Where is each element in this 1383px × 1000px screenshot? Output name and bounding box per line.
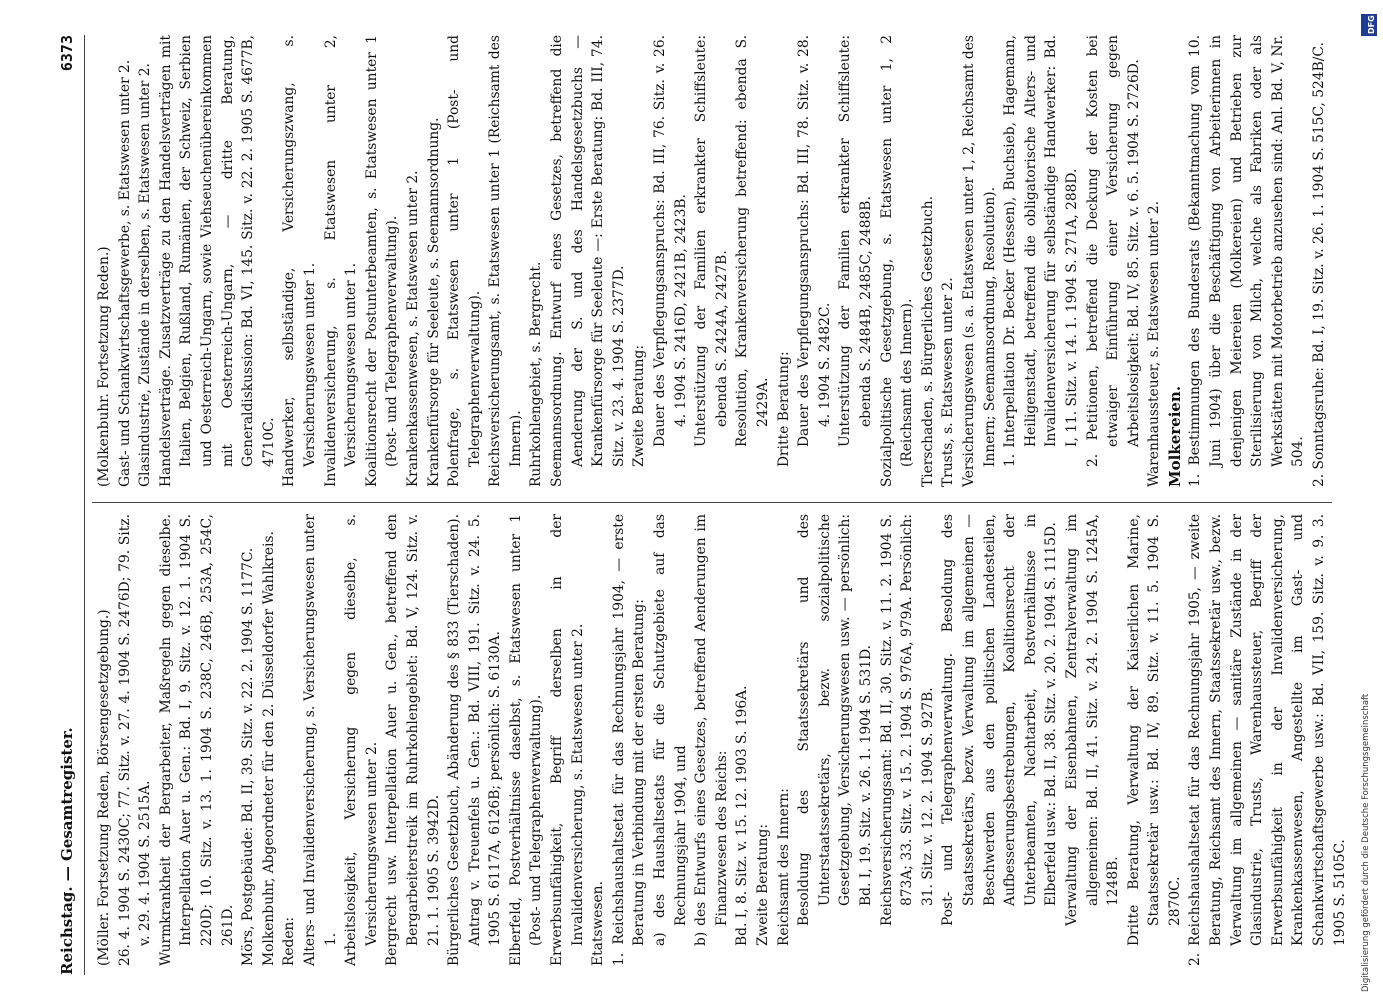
credit-text: Digitalisierung gefördert durch die Deutsche Forschungsgemeinschaft (1361, 693, 1371, 992)
column-divider (92, 502, 1332, 503)
register-entry: Krankenkassenwesen, s. Etatswesen unter 2. (404, 170, 421, 487)
register-entry: Polenfrage, s. Etatswesen unter 1 (Post- und Telegraphenverwaltung). (446, 35, 483, 487)
register-entry: Erwerbsunfähigkeit, Begriff derselben in der Invalidenversicherung, s. Etatswesen unter 2. (549, 514, 586, 966)
register-entry: 1. Interpellation Dr. Becker (Hessen), Buchsieb, Hagemann, Heiligenstadt, betreffend die obligatorische Alters- und Invalidenversicherung für selbständige Handwerker: Bd. I, 11. Sitz. v. 14. 1. 1904 S. 271A, 288D. (1002, 35, 1080, 467)
register-entry: Invalidenversicherung, s. Etatswesen unter 2, Versicherungswesen unter 1. (322, 35, 360, 487)
register-entry: Etatswesen. (590, 881, 607, 966)
register-entry: Zweite Beratung: (631, 345, 648, 467)
register-entry: Molkenbuhr, Abgeordneter für den 2. Düsseldorfer Wahlkreis. (260, 531, 277, 966)
register-entry: Dritte Beratung: (775, 351, 792, 467)
register-entry: Elberfeld, Postverhältnisse daselbst, s. Etatswesen unter 1 (Post- und Telegraphenverwaltung). (507, 514, 545, 966)
register-entry: Warenhaussteuer, s. Etatswesen unter 2. (1146, 200, 1163, 487)
register-entry: 2. Sonntagsruhe: Bd. I, 19. Sitz. v. 26. 1. 1904 S. 515C, 524B/C. (1311, 42, 1328, 487)
register-entry: Unterstützung der Familien erkrankter Schiffsleute: ebenda S. 2424A, 2427B. (693, 35, 730, 447)
register-entry: Bergrecht usw. Interpellation Auer u. Gen., betreffend den Bergarbeiterstreik im Ruhrkohlengebiet: Bd. V, 124. Sitz. v. 21. 1. 1905 S. 3942D. (384, 514, 442, 966)
register-entry: Arbeitslosigkeit, Versicherung gegen dieselbe, s. Versicherungswesen unter 2. (343, 514, 380, 966)
register-entry: Wurmkrankheit der Bergarbeiter, Maßregeln gegen dieselbe. Interpellation Auer u. Gen.: Bd. I, 9. Sitz. v. 12. 1. 1904 S. 220D; 10. Sitz. v. 13. 1. 1904 S. 238C, 246B, 253A, 254C, 261D. (157, 514, 236, 966)
register-entry: (Möller. Fortsetzung Reden, Börsengesetzgebung.) (96, 609, 112, 966)
register-entry: Ruhrkohlengebiet, s. Bergrecht. (528, 261, 545, 487)
register-entry: Resolution, Krankenversicherung betreffend: ebenda S. 2429A. (734, 35, 771, 447)
register-entry: a) des Haushaltsetats für die Schutzgebiete auf das Rechnungsjahr 1904, und (652, 514, 689, 946)
dfg-logo: DFG (1361, 14, 1377, 36)
register-entry: 1. Bestimmungen des Bundesrats (Bekanntmachung vom 10. Juni 1904) über die Beschäftigung von Arbeiterinnen in denjenigen Meiereien (Molkereien) und Betrieben zur Sterilisierung von Milch, welche als Fabriken oder als Werkstätten mit Motorbetrieb anzusehen sind: Anl. Bd. V, Nr. 504. (1187, 35, 1307, 487)
register-entry: Gast- und Schankwirtschaftsgewerbe, s. Etatswesen unter 2. (116, 59, 133, 487)
register-entry: Tierschaden, s. Bürgerliches Gesetzbuch. (919, 195, 936, 487)
register-entry: Alters- und Invalidenversicherung, s. Versicherungswesen unter 1. (301, 514, 339, 966)
register-entry: Handwerker, selbständige, Versicherungszwang, s. Versicherungswesen unter 1. (281, 35, 318, 487)
register-entry: Unterstützung der Familien erkrankter Schiffsleute: ebenda S. 2484B, 2485C, 2488B. (837, 35, 874, 447)
page-header (58, 35, 82, 975)
page-number: 6373 (58, 35, 76, 72)
register-entry: Post- und Telegraphenverwaltung. Besoldung des Staatssekretärs, bezw. Verwaltung im allgemeinen — Beschwerden aus den politischen Landesteilen, Aufbesserungsbestrebungen, Koalitionsrecht der Unterbeamten, Nachtarbeit, Postverhältnisse in Elberfeld usw.: Bd. II, 38. Sitz. v. 20. 2. 1904 S. 1115D. (940, 514, 1060, 926)
register-entry: Mörs, Postgebäude: Bd. II, 39. Sitz. v. 22. 2. 1904 S. 1177C. (240, 547, 257, 966)
register-entry: 2. Petitionen, betreffend die Deckung der Kosten bei etwaiger Einführung einer Versicherung gegen Arbeitslosigkeit: Bd. IV, 85. Sitz. v. 6. 5. 1904 S. 2726D. (1084, 35, 1142, 467)
register-entry: 2. Reichshaushaltsetat für das Rechnungsjahr 1905, — zweite Beratung, Reichsamt des Innern, Staatssekretär usw., bezw. Verwaltung im allgemeinen — sanitäre Zustände in der Glasindustrie, Trusts, Warenhaussteuer, Begriff der Erwerbsunfähigkeit in der Invalidenversicherung, Krankenkassenwesen, Angestellte im Gast- und Schankwirtschaftsgewerbe usw.: Bd. VII, 159. Sitz. v. 9. 3. 1905 S. 5105C. (1187, 514, 1348, 966)
register-entry: Trusts, s. Etatswesen unter 2. (940, 277, 957, 487)
register-entry: Verwaltung der Eisenbahnen, Zentralverwaltung im allgemeinen: Bd. II, 41. Sitz. v. 24. 2. 1904 S. 1245A, 1248B. (1063, 514, 1122, 926)
left-column (94, 514, 1348, 966)
register-entry: 1. Reichshaushaltsetat für das Rechnungsjahr 1904, — erste Beratung in Verbindung mit der ersten Beratung: (610, 514, 648, 966)
register-entry: Besoldung des Staatssekretärs und des Unterstaatssekretärs, bezw. sozialpolitische Gesetzgebung, Versicherungswesen usw. — persönlich: Bd. I, 19. Sitz. v. 26. 1. 1904 S. 531D. (796, 514, 874, 926)
register-entry: Reichsversicherungsamt, s. Etatswesen unter 1 (Reichsamt des Innern). (487, 35, 524, 487)
register-entry: Krankenfürsorge für Seeleute, s. Seemannsordnung. (425, 117, 442, 487)
register-entry: Dauer des Verpflegungsanspruchs: Bd. III, 76. Sitz. v. 26. 4. 1904 S. 2416D, 2421B, 2423B. (652, 35, 689, 447)
dfg-credit (1358, 8, 1380, 992)
register-entry: (Molkenbuhr. Fortsetzung Reden.) (96, 246, 112, 487)
register-entry: Koalitionsrecht der Postunterbeamten, s. Etatswesen unter 1 (Post- und Telegraphenverwaltung). (363, 35, 401, 487)
register-entry: Dritte Beratung, Verwaltung der Kaiserlichen Marine, Staatssekretär usw.: Bd. IV, 89. Sitz. v. 11. 5. 1904 S. 2870C. (1125, 514, 1183, 946)
register-entry: Reden: (281, 916, 298, 966)
register-entry: Reichsversicherungsamt: Bd. II, 30. Sitz. v. 11. 2. 1904 S. 873A; 33. Sitz. v. 15. 2. 1904 S. 976A, 979A. Persönlich: 31. Sitz. v. 12. 2. 1904 S. 927B. (878, 514, 936, 926)
register-entry: Seemannsordnung. Entwurf eines Gesetzes, betreffend die Aenderung der S. und des Handelsgesetzbuchs — Krankenfürsorge für Seeleute —: Erste Beratung: Bd. III, 74. Sitz. v. 23. 4. 1904 S. 2377D. (549, 35, 627, 487)
register-entry: Molkereien. (1165, 385, 1184, 487)
register-entry: Glasindustrie, Zustände in derselben, s. Etatswesen unter 2. (137, 63, 154, 487)
register-entry: Dauer des Verpflegungsanspruchs: Bd. III, 78. Sitz. v. 28. 4. 1904 S. 2482C. (796, 35, 833, 447)
register-entry: Zweite Beratung: (755, 824, 771, 946)
register-entry: b) des Entwurfs eines Gesetzes, betreffend Aenderungen im Finanzwesen des Reichs: (693, 514, 730, 946)
header-rule (84, 35, 85, 975)
right-column (94, 35, 1334, 487)
register-entry: Sozialpolitische Gesetzgebung, s. Etatswesen unter 1, 2 (Reichsamt des Innern). (878, 35, 916, 487)
running-title: Reichstag. — Gesamtregister. (58, 727, 76, 975)
register-entry: Reichsamt des Innern: (775, 788, 792, 946)
register-entry: 26. 4. 1904 S. 2430C; 77. Sitz. v. 27. 4. 1904 S. 2476D; 79. Sitz. v. 29. 4. 1904 S. 2515A. (116, 514, 154, 966)
register-entry: Handelsverträge. Zusatzverträge zu den Handelsverträgen mit Italien, Belgien, Rußland, Rumänien, der Schweiz, Serbien und Oesterreich-Ungarn, sowie Viehseuchenübereinkommen mit Oesterreich-Ungarn, — dritte Beratung, Generaldiskussion: Bd. VI, 145. Sitz. v. 22. 2. 1905 S. 4677B, 4710C. (157, 35, 277, 487)
register-entry: Versicherungswesen (s. a. Etatswesen unter 1, 2, Reichsamt des Innern; Seemannsordnung, Resolution). (960, 35, 998, 487)
register-entry: Bd. I, 8. Sitz. v. 15. 12. 1903 S. 196A. (734, 685, 751, 946)
register-entry: Bürgerliches Gesetzbuch, Abänderung des § 833 (Tierschaden). Antrag v. Treuenfels u. Gen.: Bd. VIII, 191. Sitz. v. 24. 5. 1905 S. 6117A, 6126B; persönlich: S. 6130A. (446, 514, 504, 966)
